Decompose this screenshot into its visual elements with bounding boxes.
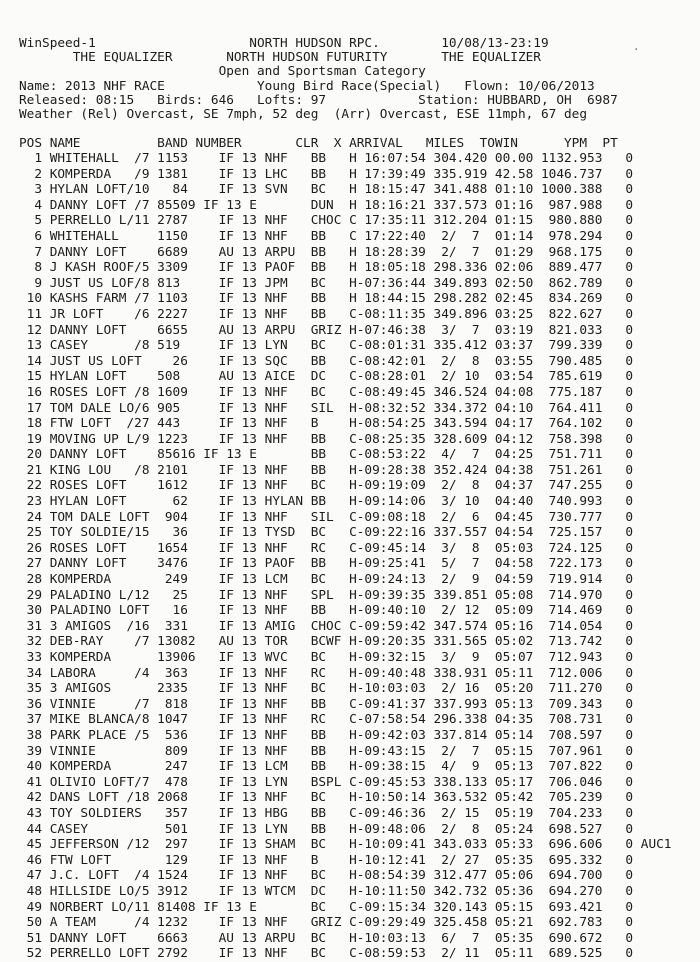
results-table [19, 151, 671, 962]
result-row: 47 J.C. LOFT /4 1524 IF 13 NHF BC H-08:54:39 312.477 05:06 694.700 0 [19, 868, 634, 884]
result-row: 9 JUST US LOF/8 813 IF 13 JPM BC H-07:36:44 349.893 02:50 862.789 0 [19, 275, 634, 291]
result-row: 42 DANS LOFT /18 2068 IF 13 NHF BC H-10:50:14 363.532 05:42 705.239 0 [19, 790, 634, 806]
result-row: 41 OLIVIO LOFT/7 478 IF 13 LYN BSPL C-09:45:53 338.133 05:17 706.046 0 [19, 774, 634, 790]
result-row: 11 JR LOFT /6 2227 IF 13 NHF BB C-08:11:35 349.896 03:25 822.627 0 [19, 306, 634, 322]
result-row: 12 DANNY LOFT 6655 AU 13 ARPU GRIZ H-07:46:38 3/ 7 03:19 821.033 0 [19, 322, 634, 338]
result-row: 52 PERRELLO LOFT 2792 IF 13 NHF BC C-08:59:53 2/ 11 05:11 689.525 0 [19, 946, 634, 962]
result-row: 31 3 AMIGOS /16 331 IF 13 AMIG CHOC C-09:59:42 347.574 05:16 714.054 0 [19, 618, 634, 634]
result-row: 4 DANNY LOFT /7 85509 IF 13 E DUN H 18:16:21 337.573 01:16 987.988 0 [19, 197, 634, 213]
report-header [19, 37, 549, 79]
header-line-1: WinSpeed-1 NORTH HUDSON RPC. 10/08/13-23:19 [19, 36, 549, 51]
result-row: 33 KOMPERDA 13906 IF 13 WVC BC H-09:32:15 3/ 9 05:07 712.943 0 [19, 650, 634, 665]
result-row: 28 KOMPERDA 249 IF 13 LCM BC H-09:24:13 2/ 9 04:59 719.914 0 [19, 572, 634, 588]
result-row: 27 DANNY LOFT 3476 IF 13 PAOF BB H-09:25:41 5/ 7 04:58 722.173 0 [19, 556, 634, 572]
result-row: 46 FTW LOFT 129 IF 13 NHF B H-10:12:41 2/ 27 05:35 695.332 0 [19, 852, 634, 868]
stray-mark-dot: . [634, 38, 639, 54]
result-row: 10 KASHS FARM /7 1103 IF 13 NHF BB H 18:44:15 298.282 02:45 834.269 0 [19, 291, 634, 307]
result-row: 3 HYLAN LOFT/10 84 IF 13 SVN BC H 18:15:47 341.488 01:10 1000.388 0 [19, 182, 634, 198]
result-row: 23 HYLAN LOFT 62 IF 13 HYLAN BB H-09:14:06 3/ 10 04:40 740.993 0 [19, 494, 634, 510]
result-row: 22 ROSES LOFT 1612 IF 13 NHF BC H-09:19:09 2/ 8 04:37 747.255 0 [19, 478, 634, 494]
result-row: 13 CASEY /8 519 IF 13 LYN BC C-08:01:31 335.412 03:37 799.339 0 [19, 338, 634, 354]
result-row: 39 VINNIE 809 IF 13 NHF BB H-09:43:15 2/ 7 05:15 707.961 0 [19, 743, 634, 759]
weather-line: Weather (Rel) Overcast, SE 7mph, 52 deg (Arr) Overcast, ESE 11mph, 67 deg [19, 107, 588, 122]
header-line-3: Open and Sportsman Category [19, 64, 426, 79]
result-row: 37 MIKE BLANCA/8 1047 IF 13 NHF RC C-07:58:54 296.338 04:35 708.731 0 [19, 712, 634, 728]
result-row: 7 DANNY LOFT 6689 AU 13 ARPU BB H 18:28:39 2/ 7 01:29 968.175 0 [19, 244, 634, 260]
result-row: 15 HYLAN LOFT 508 AU 13 AICE DC C-08:28:01 2/ 10 03:54 785.619 0 [19, 369, 634, 385]
result-row: 32 DEB-RAY /7 13082 AU 13 TOR BCWF H-09:20:35 331.565 05:02 713.742 0 [19, 634, 634, 650]
result-row: 36 VINNIE /7 818 IF 13 NHF BB C-09:41:37 337.993 05:13 709.343 0 [19, 696, 634, 712]
race-name-line: Name: 2013 NHF RACE Young Bird Race(Special) Flown: 10/06/2013 [19, 79, 595, 94]
result-row: 49 NORBERT LO/11 81408 IF 13 E BC C-09:15:34 320.143 05:15 693.421 0 [19, 899, 634, 915]
result-row: 48 HILLSIDE LO/5 3912 IF 13 WTCM DC H-10:11:50 342.732 05:36 694.270 0 [19, 883, 634, 899]
result-row: 2 KOMPERDA /9 1381 IF 13 LHC BB H 17:39:49 335.919 42.58 1046.737 0 [19, 166, 634, 182]
result-row: 8 J KASH ROOF/5 3309 IF 13 PAOF BB H 18:05:18 298.336 02:06 889.477 0 [19, 260, 634, 276]
result-row: 50 A TEAM /4 1232 IF 13 NHF GRIZ C-09:29:49 325.458 05:21 692.783 0 [19, 915, 634, 931]
race-info [19, 80, 618, 122]
result-row: 34 LABORA /4 363 IF 13 NHF RC H-09:40:48 338.931 05:11 712.006 0 [19, 665, 634, 681]
result-row: 20 DANNY LOFT 85616 IF 13 E BB C-08:53:22 4/ 7 04:25 751.711 0 [19, 447, 634, 463]
result-row: 21 KING LOU /8 2101 IF 13 NHF BB H-09:28:38 352.424 04:38 751.261 0 [19, 462, 634, 478]
result-row: 45 JEFFERSON /12 297 IF 13 SHAM BC H-10:09:41 343.033 05:33 696.606 0 AUC1 [19, 837, 672, 853]
result-row: 43 TOY SOLDIERS 357 IF 13 HBG BB C-09:46:36 2/ 15 05:19 704.233 0 [19, 805, 634, 821]
result-row: 25 TOY SOLDIE/15 36 IF 13 TYSD BC C-09:22:16 337.557 04:54 725.157 0 [19, 525, 634, 541]
result-row: 6 WHITEHALL 1150 IF 13 NHF BB C 17:22:40 2/ 7 01:14 978.294 0 [19, 228, 634, 244]
result-row: 17 TOM DALE LO/6 905 IF 13 NHF SIL H-08:32:52 334.372 04:10 764.411 0 [19, 400, 634, 416]
result-row: 51 DANNY LOFT 6663 AU 13 ARPU BC H-10:03:13 6/ 7 05:35 690.672 0 [19, 930, 634, 946]
result-row: 30 PALADINO LOFT 16 IF 13 NHF BB H-09:40:10 2/ 12 05:09 714.469 0 [19, 603, 634, 619]
result-row: 1 WHITEHALL /7 1153 IF 13 NHF BB H 16:07:54 304.420 00.00 1132.953 0 [19, 151, 634, 166]
result-row: 44 CASEY 501 IF 13 LYN BB H-09:48:06 2/ 8 05:24 698.527 0 [19, 821, 634, 837]
result-row: 19 MOVING UP L/9 1223 IF 13 NHF BB C-08:25:35 328.609 04:12 758.398 0 [19, 431, 634, 447]
column-header-row: POS NAME BAND NUMBER CLR X ARRIVAL MILES TOWIN YPM PT [19, 136, 618, 151]
result-row: 14 JUST US LOFT 26 IF 13 SQC BB C-08:42:01 2/ 8 03:55 790.485 0 [19, 353, 634, 369]
result-row: 38 PARK PLACE /5 536 IF 13 NHF BB H-09:42:03 337.814 05:14 708.597 0 [19, 727, 634, 743]
result-row: 24 TOM DALE LOFT 904 IF 13 NHF SIL C-09:08:18 2/ 6 04:45 730.777 0 [19, 509, 634, 525]
result-row: 29 PALADINO L/12 25 IF 13 NHF SPL H-09:39:35 339.851 05:08 714.970 0 [19, 587, 634, 603]
result-row: 35 3 AMIGOS 2335 IF 13 NHF BC H-10:03:03 2/ 16 05:20 711.270 0 [19, 681, 634, 697]
result-row: 18 FTW LOFT /27 443 IF 13 NHF B H-08:54:25 343.594 04:17 764.102 0 [19, 416, 634, 432]
header-line-2: THE EQUALIZER NORTH HUDSON FUTURITY THE EQUALIZER [19, 50, 541, 65]
release-line: Released: 08:15 Birds: 646 Lofts: 97 Station: HUBBARD, OH 6987 [19, 93, 618, 108]
result-row: 5 PERRELLO L/11 2787 IF 13 NHF CHOC C 17:35:11 312.204 01:15 980.880 0 [19, 213, 634, 229]
result-row: 40 KOMPERDA 247 IF 13 LCM BB H-09:38:15 4/ 9 05:13 707.822 0 [19, 759, 634, 775]
result-row: 26 ROSES LOFT 1654 IF 13 NHF RC C-09:45:14 3/ 8 05:03 724.125 0 [19, 540, 634, 556]
result-row: 16 ROSES LOFT /8 1609 IF 13 NHF BC C-08:49:45 346.524 04:08 775.187 0 [19, 384, 634, 400]
